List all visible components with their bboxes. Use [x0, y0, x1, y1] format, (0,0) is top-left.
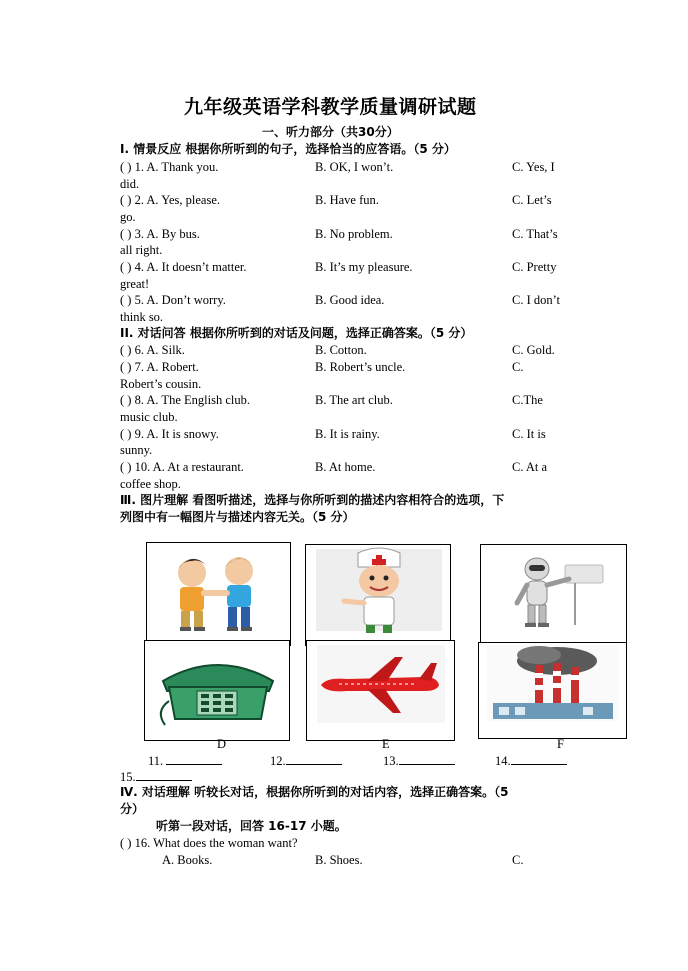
option-1c-cont: did.: [120, 177, 140, 191]
part-iii-heading-line1: Ⅲ. 图片理解 看图听描述，选择与你所听到的描述内容相符合的选项，下: [120, 493, 505, 507]
question-6: ( ) 6. A. Silk.: [120, 343, 185, 357]
answer-blank-11[interactable]: [166, 752, 222, 765]
answer-blank-15[interactable]: [136, 768, 192, 781]
option-10c: C. At a: [512, 460, 548, 474]
answer-blank-13[interactable]: [399, 752, 455, 765]
option-5c-cont: think so.: [120, 310, 164, 324]
question-7: ( ) 7. A. Robert.: [120, 360, 199, 374]
option-16c: C.: [512, 853, 524, 867]
answer-13: 13.: [383, 752, 455, 769]
option-16a: A. Books.: [162, 853, 213, 867]
option-8c-cont: music club.: [120, 410, 178, 424]
picture-telephone: [144, 640, 290, 741]
option-2b: B. Have fun.: [315, 193, 379, 207]
picture-factory: [478, 642, 627, 739]
option-8b: B. The art club.: [315, 393, 393, 407]
option-4c-cont: great!: [120, 277, 150, 291]
option-9c: C. It is: [512, 427, 546, 441]
option-7b: B. Robert’s uncle.: [315, 360, 406, 374]
answer-blank-14[interactable]: [511, 752, 567, 765]
answer-11: 11.: [148, 752, 222, 769]
option-1c: C. Yes, I: [512, 160, 555, 174]
part-iii-heading-line2: 列图中有一幅图片与描述内容无关。（5 分）: [120, 510, 355, 524]
option-3c-cont: all right.: [120, 243, 163, 257]
option-5b: B. Good idea.: [315, 293, 385, 307]
part-i-heading: I. 情景反应 根据你所听到的句子，选择恰当的应答语。（5 分）: [120, 142, 456, 156]
option-4b: B. It’s my pleasure.: [315, 260, 413, 274]
question-8: ( ) 8. A. The English club.: [120, 393, 250, 407]
option-1b: B. OK, I won’t.: [315, 160, 394, 174]
answer-15: 15.: [120, 768, 192, 785]
picture-doctor: [305, 544, 451, 646]
answer-14: 14.: [495, 752, 567, 769]
picture-handshake: [146, 542, 291, 646]
question-9: ( ) 9. A. It is snowy.: [120, 427, 219, 441]
option-8c: C.The: [512, 393, 543, 407]
picture-airplane: [306, 640, 455, 741]
option-3c: C. That’s: [512, 227, 558, 241]
question-5: ( ) 5. A. Don’t worry.: [120, 293, 226, 307]
part-iv-subheading: 听第一段对话，回答 16-17 小题。: [156, 819, 347, 833]
section-heading: 一、听力部分（共30分）: [262, 125, 399, 139]
option-7c: C.: [512, 360, 524, 374]
question-3: ( ) 3. A. By bus.: [120, 227, 200, 241]
part-ii-heading: II. 对话问答 根据你所听到的对话及问题，选择正确答案。（5 分）: [120, 326, 473, 340]
part-iv-heading-line1: Ⅳ. 对话理解 听较长对话，根据你所听到的对话内容，选择正确答案。（5: [120, 785, 509, 799]
option-16b: B. Shoes.: [315, 853, 363, 867]
option-7c-cont: Robert’s cousin.: [120, 377, 202, 391]
question-4: ( ) 4. A. It doesn’t matter.: [120, 260, 247, 274]
option-2c-cont: go.: [120, 210, 136, 224]
answer-12: 12.: [270, 752, 342, 769]
option-9c-cont: sunny.: [120, 443, 153, 457]
picture-label-f: F: [557, 737, 564, 751]
question-2: ( ) 2. A. Yes, please.: [120, 193, 220, 207]
option-10b: B. At home.: [315, 460, 376, 474]
option-6c: C. Gold.: [512, 343, 555, 357]
page-title: 九年级英语学科教学质量调研试题: [184, 97, 477, 118]
option-2c: C. Let’s: [512, 193, 552, 207]
option-4c: C. Pretty: [512, 260, 557, 274]
question-16: ( ) 16. What does the woman want?: [120, 836, 298, 850]
picture-robot: [480, 544, 627, 646]
question-1: ( ) 1. A. Thank you.: [120, 160, 219, 174]
part-iv-heading-line2: 分）: [120, 802, 145, 816]
option-9b: B. It is rainy.: [315, 427, 380, 441]
answer-blank-12[interactable]: [286, 752, 342, 765]
option-3b: B. No problem.: [315, 227, 393, 241]
question-10: ( ) 10. A. At a restaurant.: [120, 460, 244, 474]
option-6b: B. Cotton.: [315, 343, 367, 357]
picture-label-d: D: [217, 737, 227, 751]
picture-label-e: E: [382, 737, 390, 751]
option-10c-cont: coffee shop.: [120, 477, 181, 491]
option-5c: C. I don’t: [512, 293, 561, 307]
